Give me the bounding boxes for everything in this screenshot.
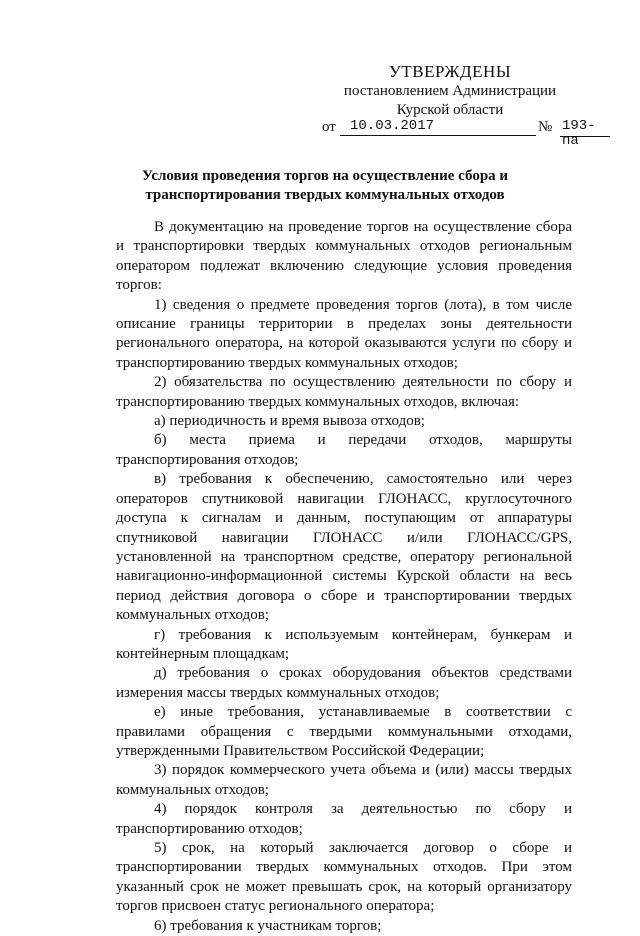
approval-dateline (322, 118, 596, 149)
paragraph: д) требования о сроках оборудования объектов средствами измерения массы твердых коммунальных отходов; (116, 665, 572, 701)
approval-date: 10.03.2017 (340, 119, 536, 136)
title-line-1: Условия проведения торгов на осуществление сбора и (141, 168, 509, 184)
document-body (116, 218, 572, 936)
approval-number: 193-па (560, 119, 610, 137)
approval-line-2: Курской области (396, 102, 504, 118)
paragraph: 1) сведения о предмете проведения торгов (лота), в том числе описание границы территории в пределах зоны деятельности регионального оператора, на которой оказываются услуги по сбору и транспортированию твердых коммунальных отходов; (116, 296, 572, 371)
date-label: от (322, 119, 336, 135)
paragraph: в) требования к обеспечению, самостоятельно или через операторов спутниковой навигации ГЛОНАСС, круглосуточного доступа к сигналам и данным, поступающим от аппаратуры спутниковой навигации ГЛОНАСС и/или ГЛОНАСС/GPS, установленной на транспортном средстве, оператору региональной навигационно-информационной системы Курской области на весь период действия договора о сборе и транспортировании твердых коммунальных отходов; (116, 471, 572, 624)
approval-line-1: постановлением Администрации (343, 83, 557, 99)
approval-heading: УТВЕРЖДЕНЫ (388, 62, 512, 81)
paragraph: 3) порядок коммерческого учета объема и (или) массы твердых коммунальных отходов; (116, 762, 572, 798)
paragraph: а) периодичность и время вывоза отходов; (154, 413, 425, 430)
approval-stamp (300, 62, 600, 120)
title-line-2: транспортирования твердых коммунальных отходов (145, 187, 505, 203)
paragraph: е) иные требования, устанавливаемые в соответствии с правилами обращения с твердыми коммунальными отходами, утвержденными Правительством Российской Федерации; (116, 704, 572, 759)
number-label: № (538, 119, 553, 135)
paragraph: В документацию на проведение торгов на осуществление сбора и транспортировки твердых коммунальных отходов региональным оператором подлежат включению следующие условия проведения торгов: (116, 219, 572, 294)
document-title (100, 167, 550, 205)
paragraph: б) места приема и передачи отходов, маршруты транспортирования отходов; (116, 432, 572, 468)
paragraph: г) требования к используемым контейнерам, бункерам и контейнерным площадкам; (116, 626, 572, 662)
paragraph: 2) обязательства по осуществлению деятельности по сбору и транспортированию твердых коммунальных отходов, включая: (116, 374, 572, 410)
paragraph: 5) срок, на который заключается договор о сборе и транспортировании твердых коммунальных отходов. При этом указанный срок не может превышать срок, на который организатору торгов присвоен статус регионального оператора; (116, 840, 572, 915)
paragraph: 6) требования к участникам торгов; (154, 917, 382, 934)
paragraph: 4) порядок контроля за деятельностью по сбору и транспортированию отходов; (116, 801, 572, 837)
